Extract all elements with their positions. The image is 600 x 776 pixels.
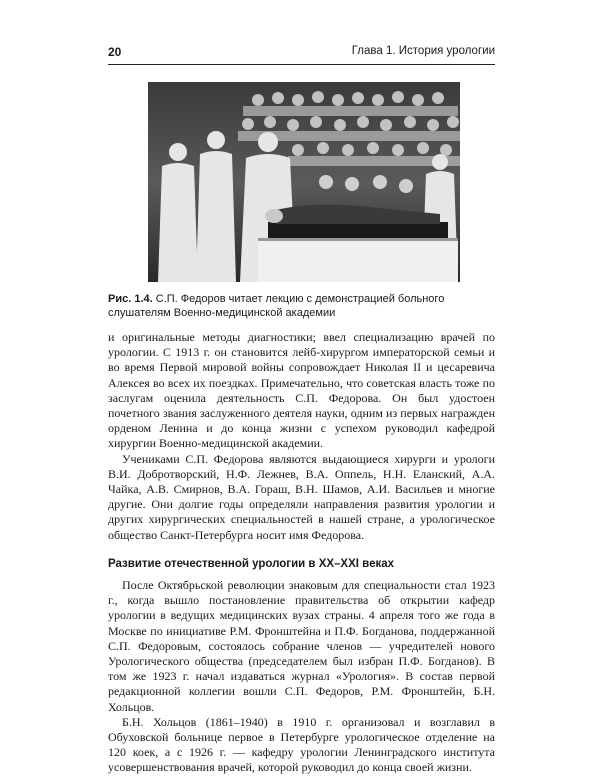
figure-caption <box>108 292 495 320</box>
section-paragraph-1: После Октябрьской революции знаковым для специальности стал 1923 г., когда вышло постановление правительства об открытии кафедр урологии в ведущих медицинских вузах страны. 4 апреля того же года в Москве по инициативе Р.М. Фронштейна и П.Ф. Богданова, поддержанной С.П. Федоровым, состоялось собрание членов — учредителей нового Урологического общества (председателем был избран П.Ф. Богданов). В том же 1923 г. начал издаваться журнал «Урология». В состав первой редакционной коллегии вошли С.П. Федоров, Р.М. Фронштейн, Б.Н. Хольцов. <box>108 578 495 714</box>
running-header <box>108 44 495 65</box>
chapter-title: Глава 1. История урологии <box>351 45 495 57</box>
section-heading: Развитие отечественной урологии в XX–XXI веках <box>108 557 395 570</box>
paragraph-2: Учениками С.П. Федорова являются выдающиеся хирурги и урологи В.И. Добротворский, Н.Ф. Лежнев, В.А. Оппель, Н.Н. Еланский, А.А. Чайка, А.В. Смирнов, В.А. Гораш, В.Н. Шамов, А.И. Васильев и многие другие. Они долгие годы определяли направления развития урологии и других хирургических специальностей в нашей стране, а урологическое общество Санкт-Петербурга носит имя Федорова. <box>108 451 495 542</box>
figure-caption-text: С.П. Федоров читает лекцию с демонстрацией больного слушателям Военно-медицинской академии <box>108 293 445 319</box>
page-number: 20 <box>108 45 122 59</box>
lecture-photo-illustration <box>148 82 460 282</box>
section-paragraph-2: Б.Н. Хольцов (1861–1940) в 1910 г. организовал и возглавил в Обуховской больнице первое в Петербурге урологическое отделение на 120 коек, а с 1926 г. — кафедру урологии Ленинградского института усовершенствования врачей, которой руководил до конца своей жизни. <box>108 714 495 775</box>
paragraph-1: и оригинальные методы диагностики; ввел специализацию врачей по урологии. С 1913 г. он становится лейб-хирургом императорской семьи и во время Первой мировой войны сопровождает Николая II и цесаревича Алексея во всех их поездках. Примечательно, что советская власть тоже по заслугам оценила деятельность С.П. Федорова. Он был удостоен почетного звания заслуженного деятеля науки, одним из первых награжден орденом Ленина и до конца жизни с успехом руководил кафедрой хирургии Военно-медицинской академии. <box>108 330 495 451</box>
lecture-photo <box>148 82 460 282</box>
body-text <box>108 330 495 776</box>
figure-label: Рис. 1.4. <box>108 293 153 305</box>
